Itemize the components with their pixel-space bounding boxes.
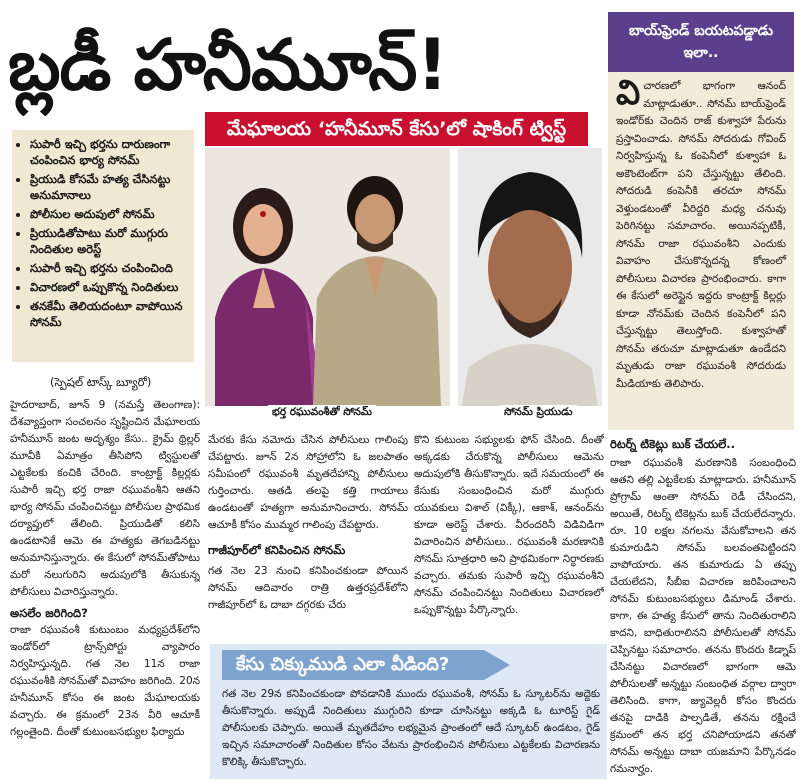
- col2-body2: గత నెల 23 నుంచి కనిపించకుండా పోయిన సోనమ్ ఆదివారం రాత్రి ఉత్తరప్రదేశ్‌లోని గాజీపూర్‌లో ఓ దాబా దగ్గరకు చేరు: [208, 565, 408, 611]
- column-3: [414, 432, 604, 642]
- sidebar-body: [608, 72, 794, 399]
- headline: బ్లడీ హనీమూన్!: [8, 24, 448, 106]
- column-1: [10, 397, 200, 781]
- dropcap: వి: [616, 73, 641, 113]
- caption-boyfriend: సోనమ్ ప్రియుడు: [500, 405, 577, 422]
- bullet-item: • ప్రియుడి కోసమే హత్య చేసినట్టు అనుమానాలు: [30, 171, 188, 203]
- case-box-heading: కేసు చిక్కుముడి ఎలా వీడింది?: [222, 650, 484, 680]
- boyfriend-illustration: [458, 148, 602, 406]
- highlights-box: [12, 130, 194, 362]
- strapline: మేఘాలయ ‘హనీమూన్ కేసు’లో షాకింగ్ ట్విస్ట్: [205, 112, 588, 146]
- col2-body: మేరకు కేసు నమోదు చేసిన పోలీసులు గాలింపు చేపట్టారు. జూన్ 2న సోహ్రాలోని ఓ జలపాతం సమీపంలో రఘువంశీ మృతదేహాన్ని పోలీసులు గుర్తించారు. ఆతడి తలపై కత్తి గాయాలు ఉండటంతో హత్యగా అనుమానించారు. సోనమ్ ఆచూకీ కోసం ముమ్మర గాలింపు చేపట్టారు.: [208, 434, 408, 531]
- bullet-item: • పోలీసుల అదుపులో సోనమ్: [30, 206, 188, 222]
- col2-subhead: గాజీపూర్‌లో కనిపించిన సోనమ్: [208, 543, 346, 557]
- col1-subhead: అసలేం జరిగింది?: [10, 606, 88, 620]
- arrow-icon: [484, 650, 510, 680]
- bullet-item: • విచారణలో ఒప్పుకొన్న నిందితులు: [30, 279, 188, 295]
- col3-body: కొని కుటుంబ సభ్యులకు ఫోన్ చేసింది. దీంతో అక్కడకు చేరుకొన్న పోలీసులు ఆమెను అదుపులోకి తీసుకొన్నారు. ఇదే సమయంలో ఈ కేసుకు సంబంధించిన మరో ముగ్గురు యువకులు విశాల్ (విక్కీ), ఆకాశ్, ఆనంద్‌ను కూడా అరెస్ట్ చేశారు. వీరందరినీ విడివిడిగా విచారించిన పోలీసులు.. రఘువంశీ మరణానికి సోనమ్ సూత్రధారి అని ప్రాథమికంగా నిర్ధారణకు వచ్చారు. తమకు సుపారీ ఇచ్చి రఘువంశీని సోనమ్ చంపించినట్టు నిందితులు విచారణలో ఒప్పుకొన్నట్టు పేర్కొన్నారు.: [414, 434, 604, 616]
- bullet-item: • తనకేమీ తెలియదంటూ వాపోయిన సోనమ్: [30, 298, 188, 330]
- couple-photo: [205, 148, 450, 406]
- case-box-body: గత నెల 29న కనిపించకుండా పోవడానికి ముందు రఘువంశీ, సోనమ్ ఓ స్కూటర్‌ను అద్దెకు తీసుకొన్నారు. అప్పుడే నిందితులు ముగ్గురిని కూడా చూసినట్టు అక్కడి ఓ టూరిస్ట్ గైడ్ పోలీసులకు చెప్పారు. అయితే మృతదేహం లభ్యమైన ప్రాంతంలో ఆదే స్కూటర్ ఉండటం, గైడ్ ఇచ్చిన సమాచారంతో నిందితుల కోసం వేటను ప్రారంభించిన పోలీసులు ఎట్టకేలకు విచారణను కొలిక్కి తీసుకొచ్చారు.: [222, 688, 600, 768]
- sidebar: [608, 12, 794, 430]
- sidebar-heading: బాయ్‌ఫ్రెండ్ బయటపడ్డాడు ఇలా..: [608, 12, 794, 72]
- returns-subhead: రిటర్న్ టికెట్లు బుక్ చేయలే..: [610, 437, 736, 451]
- returns-column: [610, 436, 796, 781]
- column-2: [208, 432, 408, 642]
- boyfriend-photo: [458, 148, 602, 406]
- bullet-item: • సుపారీ ఇచ్చి భర్తను చంపించింది: [30, 260, 188, 276]
- bullet-item: • సుపారీ ఇచ్చి భర్తను దారుణంగా చంపించిన భార్య సోనమ్: [30, 136, 188, 168]
- bureau-byline: (స్పెషల్ టాస్క్ బ్యూరో): [50, 375, 152, 389]
- returns-body: రాజా రఘువంశీ మరణానికి సంబంధించి ఆతని తల్లి ఎట్టకేలకు మాట్లాడారు. హనీమూన్ ప్రోగ్రామ్ ఆంతా సోనమ్ రెడీ చేసిందని, అయితే, రిటర్న్ టికెట్లను బుక్ చేయలేదన్నారు. రూ. 10 లక్షల నగలను వేసుకోవాలని తన కుమారుడిని సోనమ్ బలవంతపెట్టిందని వాపోయారు. తన కుమారుడు ఏ తప్పు చేయలేదని, సీబీఐ విచారణ జరిపించాలని సోనమ్ కుటుంబసభ్యులు డిమాండ్ చేశారు. కాగా, ఈ హత్య కేసులో తాను నిందితురాలిని కాదని, బాధితురాలినని పోలీసులతో సోనమ్ చెప్పినట్టు సమాచారం. తనను కొందరు కిడ్నాప్ చేసినట్టు విచారణలో భాగంగా ఆమె పోలీసులతో అన్నట్టు సంబంధిత వర్గాల ద్వారా తెలిసింది. కాగా, జ్యువెల్లరీ కోసం కొందరు తనపై దాడికి పాల్పడితే, తనను రక్షించే క్రమంలో తన భర్త చనిపోయాడని తనతో సోనమ్ అన్నట్టు దాబా యజమాని పేర్కొనడం గమనార్హం.: [610, 457, 796, 775]
- couple-illustration: [205, 148, 450, 406]
- bullet-item: • ప్రియుడితోపాటు మరో ముగ్గురు నిందితుల అరెస్ట్: [30, 225, 188, 257]
- col1-body2: రాజా రఘువంశీ కుటుంబం మధ్యప్రదేశ్‌లోని ఇండోర్‌లో ట్రాన్స్‌పోర్టు వ్యాపారం నిర్వహిస్తున్నది. గత నెల 11న రాజా రఘువంశీకి సోనమ్‌తో వివాహం జరిగింది. 20న హనీమూన్ కోసం ఈ జంట మేఘాలయకు వచ్చారు. ఈ క్రమంలో 23న వీరి ఆచూకీ గల్లంతైంది. దీంతో కుటుంబసభ్యుల ఫిర్యాదు: [10, 624, 200, 738]
- sidebar-text: చారణలో భాగంగా ఆనంద్ మాట్లాడుతూ.. సోనమ్ బాయ్‌ఫ్రెండ్ ఇండోర్‌కు చెందిన రాజ్ కుశ్వాహా పేరును ప్రస్తావించాడు. సోనమ్ సోదరుడు గోవింద్ నిర్వహిస్తున్న ఓ కంపెనీలో కుశ్వాహా ఓ అకౌంటెంట్‌గా పని చేస్తున్నట్టు తేలింది. సోదరుడి కంపెనీకి తరచూ సోనమ్ వెళ్తుండటంతో వీరిద్దరి మధ్య చనువు పెరిగినట్టు సమాచారం. అయినప్పటికీ, సోనమ్ రాజా రఘువంశీని ఎందుకు వివాహం చేసుకొన్నదన్న కోణంలో పోలీసులు విచారణ ప్రారంభించారు. కాగా ఈ కేసులో అరెస్టైన ఇద్దరు కాంట్రాక్ట్ కిల్లర్లు కూడా నోనమ్‌కు చెందిన కంపెనీలో పని చేస్తున్నట్టు తెలుస్తోంది. కుశ్వాహతో సోనమ్ తరుచూ మాట్లాడుతూ ఉండేదని మృతుడు రాజా రఘువంశీ సోదరుడు మీడియాకు తెలిపారు.: [616, 80, 786, 390]
- caption-couple: భర్త రఘువంశీతో సోనమ్: [268, 405, 376, 422]
- col1-body: హైదరాబాద్, జూన్ 9 (నమస్తే తెలంగాణ): దేశవ్యాప్తంగా సంచలనం సృష్టించిన మేఘాలయ హనీమూన్ జంట అదృశ్యం కేసు.. క్రైమ్ థ్రిల్లర్ మూవీకి ఏమాత్రం తీసిపోని ట్విస్టులతో ఎట్టకేలకు కంచికి చేరింది. కాంట్రాక్ట్ కిల్లర్లకు సుపారీ ఇచ్చి భర్త రాజా రఘువంశీని ఆతని భార్య సోనమ్ చంపించినట్టు పోలీసుల ప్రాథమిక దర్యాప్తులో తేలింది. ప్రియుడితో కలిసి ఉండటానికే ఆమె ఈ హత్యకు తెగబడినట్టు అనుమానిస్తున్నారు. ఈ కేసులో సోనమ్‌తోపాటు మరో నలుగురిని అదుపులోకి తీసుకున్న పోలీసులు విచారిస్తున్నారు.: [10, 399, 200, 598]
